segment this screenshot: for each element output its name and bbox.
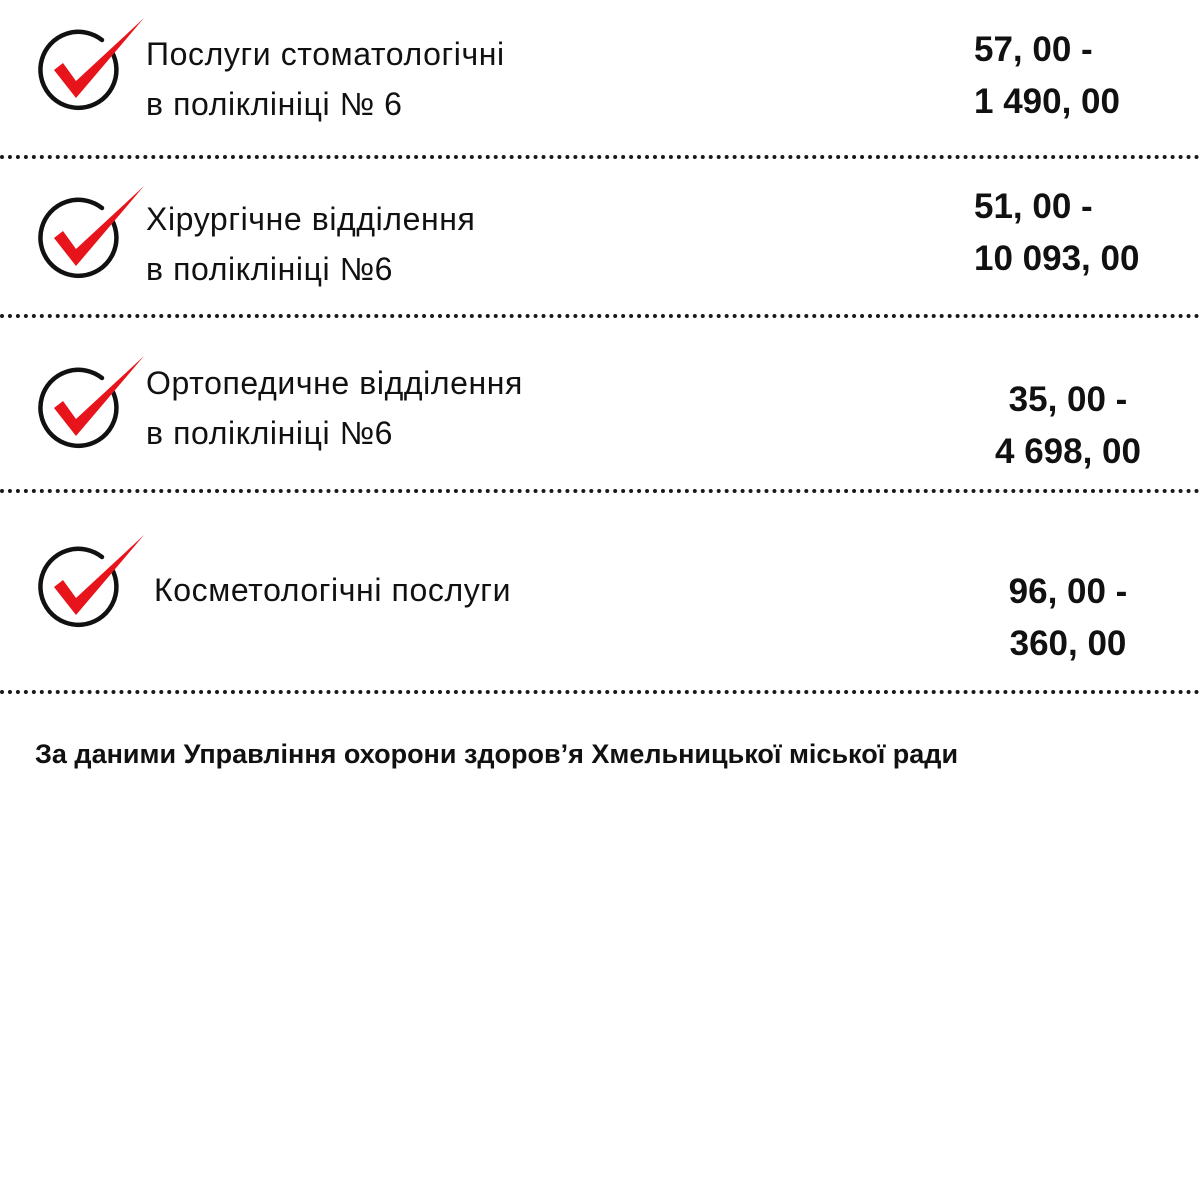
check-circle-icon bbox=[32, 186, 144, 286]
check-circle-icon bbox=[32, 356, 144, 456]
price-from: 35, 00 - bbox=[1008, 380, 1128, 419]
service-name-line1: Послуги стоматологічні bbox=[146, 36, 505, 72]
service-name-line1: Хірургічне відділення bbox=[146, 201, 476, 237]
dotted-divider bbox=[0, 690, 1200, 694]
service-name-line2: в поліклініці №6 bbox=[146, 251, 394, 287]
price-to: 10 093, 00 bbox=[974, 239, 1140, 278]
price-range bbox=[980, 374, 1156, 478]
service-name bbox=[146, 358, 523, 458]
price-to: 360, 00 bbox=[1009, 624, 1127, 663]
price-to: 1 490, 00 bbox=[974, 82, 1120, 121]
check-circle-icon bbox=[32, 18, 144, 118]
dotted-divider bbox=[0, 489, 1200, 493]
price-range bbox=[974, 24, 1120, 128]
check-circle-icon bbox=[32, 535, 144, 635]
price-from: 51, 00 - bbox=[974, 187, 1093, 226]
service-name-line2: в поліклініці № 6 bbox=[146, 86, 403, 122]
source-footnote: За даними Управління охорони здоров’я Хмельницької міської ради bbox=[35, 739, 959, 769]
price-range bbox=[980, 566, 1156, 670]
dotted-divider bbox=[0, 314, 1200, 318]
service-name-line1: Ортопедичне відділення bbox=[146, 365, 523, 401]
service-name-line1: Косметологічні послуги bbox=[154, 572, 512, 608]
service-name bbox=[154, 565, 511, 615]
price-from: 96, 00 - bbox=[1008, 572, 1128, 611]
service-name-line2: в поліклініці №6 bbox=[146, 415, 394, 451]
service-name bbox=[146, 29, 505, 129]
price-to: 4 698, 00 bbox=[995, 432, 1141, 471]
price-from: 57, 00 - bbox=[974, 30, 1093, 69]
dotted-divider bbox=[0, 155, 1200, 159]
price-range bbox=[974, 181, 1139, 285]
service-name bbox=[146, 194, 475, 294]
